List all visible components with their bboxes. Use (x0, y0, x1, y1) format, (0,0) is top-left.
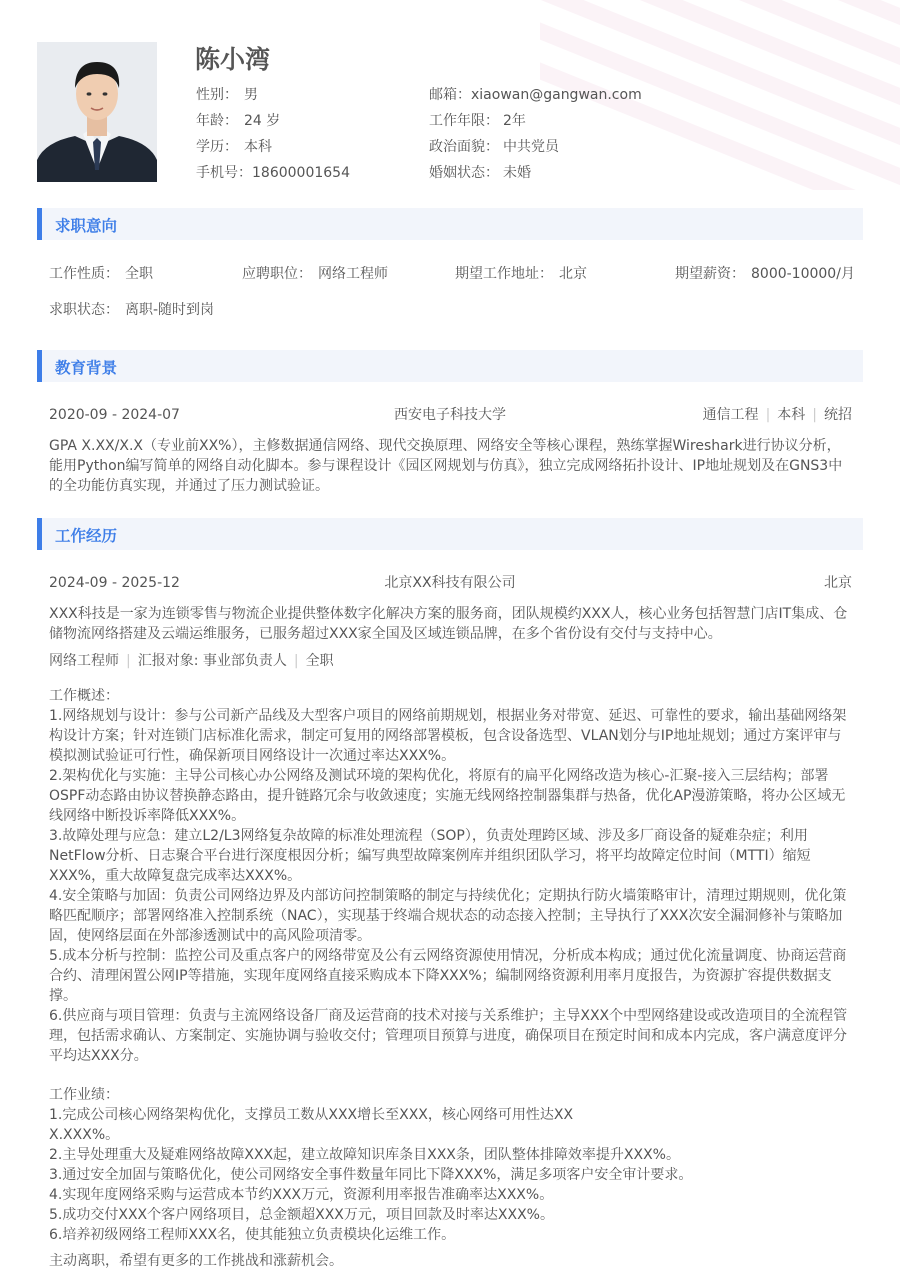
intent-status: 求职状态： 离职-随时到岗 (49, 302, 215, 318)
section-title: 求职意向 (55, 217, 118, 235)
intent-type: 工作性质： 全职 (49, 266, 153, 282)
years-row: 工作年限： 2年 (429, 113, 526, 129)
overview-item: 3.故障处理与应急：建立L2/L3网络复杂故障的标准处理流程（SOP），负责处理跨区域、涉及多厂商设备的疑难杂症；利用NetFlow分析、日志聚合平台进行深度根因分析；编写典型故障案例库并组织团队学习，将平均故障定位时间（MTTI）缩短XXX%，重大故障复盘完成率达XXX%。 (49, 828, 811, 884)
intent-salary: 期望薪资： 8000-10000/月 (675, 266, 855, 282)
section-title: 工作经历 (55, 527, 118, 545)
work-company: 北京XX科技有限公司 (384, 575, 516, 591)
overview-item: 2.架构优化与实施：主导公司核心办公网络及测试环境的架构优化，将原有的扁平化网络改造为核心-汇聚-接入三层结构；部署OSPF动态路由协议替换静态路由，提升链路冗余与收敛速度；实施无线网络控制器集群与热备，优化AP漫游策略，将办公区域无线网络中断投诉率降低XXX%。 (49, 768, 846, 824)
achievement-item: 5.成功交付XXX个客户网络项目，总金额超XXX万元，项目回款及时率达XXX%。 (49, 1207, 554, 1223)
intent-position: 应聘职位： 网络工程师 (242, 266, 388, 282)
work-tags: 网络工程师 | 汇报对象: 事业部负责人 | 全职 (49, 653, 334, 669)
overview-item: 1.网络规划与设计：参与公司新产品线及大型客户项目的网络前期规划，根据业务对带宽、延迟、可靠性的要求，输出基础网络架构设计方案；针对连锁门店标准化需求，制定可复用的网络部署模板，包含设备选型、VLAN划分与IP地址规划；通过方案评审与模拟测试验证可行性，确保新项目网络设计一次通过率达XXX%。 (49, 708, 847, 764)
achievement-item: 4.实现年度网络采购与运营成本节约XXX万元，资源利用率报告准确率达XXX%。 (49, 1187, 554, 1203)
person-photo-icon (37, 42, 157, 182)
leave-reason: 主动离职，希望有更多的工作挑战和涨薪机会。 (49, 1253, 343, 1269)
achievement-item: 3.通过安全加固与策略优化，使公司网络安全事件数量年同比下降XXX%，满足多项客户安全审计要求。 (49, 1167, 693, 1183)
marital-row: 婚姻状态： 未婚 (429, 165, 531, 181)
section-accent-bar (37, 518, 42, 550)
overview-item: 4.安全策略与加固：负责公司网络边界及内部访问控制策略的制定与持续优化；定期执行防火墙策略审计，清理过期规则，优化策略匹配顺序；部署网络准入控制系统（NAC），实现基于终端合规状态的动态接入控制；主导执行了XXX次安全漏洞修补与策略加固，使网络层面在外部渗透测试中的高风险项清零。 (49, 888, 847, 944)
section-accent-bar (37, 208, 42, 240)
education-level-row: 学历： 本科 (196, 139, 272, 155)
achievement-item: 1.完成公司核心网络架构优化，支撑员工数从XXX增长至XXX，核心网络可用性达XX (49, 1107, 574, 1123)
section-header-work (37, 518, 863, 550)
work-achievements (49, 1085, 854, 1245)
work-period: 2024-09 - 2025-12 (49, 575, 180, 591)
intent-location: 期望工作地址： 北京 (455, 266, 587, 282)
achievement-item: 6.培养初级网络工程师XXX名，使其能独立负责模块化运维工作。 (49, 1227, 456, 1243)
work-overview (49, 686, 854, 1066)
education-tags: 通信工程 | 本科 | 统招 (702, 407, 852, 423)
avatar (37, 42, 157, 182)
overview-item: 6.供应商与项目管理：负责与主流网络设备厂商及运营商的技术对接与关系维护；主导XXX个中型网络建设或改造项目的全流程管理，包括需求确认、方案制定、实施协调与验收交付；管理项目预算与进度，确保项目在预定时间和成本内完成，客户满意度评分平均达XXX分。 (49, 1008, 848, 1064)
company-description: XXX科技是一家为连锁零售与物流企业提供整体数字化解决方案的服务商，团队规模约XXX人，核心业务包括智慧门店IT集成、仓储物流网络搭建及云端运维服务，已服务超过XXX家全国及区域连锁品牌，在多个省份设有交付与支持中心。 (49, 606, 848, 642)
overview-title: 工作概述： (49, 688, 119, 704)
section-header-intent (37, 208, 863, 240)
section-accent-bar (37, 350, 42, 382)
overview-item: 5.成本分析与控制：监控公司及重点客户的网络带宽及公有云网络资源使用情况，分析成本构成；通过优化流量调度、协商运营商合约、清理闲置公网IP等措施，实现年度网络直接采购成本下降XXX%；编制网络资源利用率月度报告，为资源扩容提供数据支撑。 (49, 948, 847, 1004)
work-city: 北京 (824, 575, 852, 591)
section-title: 教育背景 (55, 359, 118, 377)
gender-row: 性别： 男 (196, 87, 258, 103)
political-row: 政治面貌： 中共党员 (429, 139, 559, 155)
education-period: 2020-09 - 2024-07 (49, 407, 180, 423)
phone-row: 手机号：18600001654 (196, 165, 350, 181)
education-school: 西安电子科技大学 (394, 407, 506, 423)
education-description: GPA X.XX/X.X（专业前XX%），主修数据通信网络、现代交换原理、网络安全等核心课程，熟练掌握Wireshark进行协议分析，能用Python编写简单的网络自动化脚本。参与课程设计《园区网规划与仿真》，独立完成网络拓扑设计、IP地址规划及在GNS3中的全功能仿真实现，并通过了压力测试验证。 (49, 438, 843, 494)
email-row: 邮箱：xiaowan@gangwan.com (429, 87, 642, 103)
age-row: 年龄： 24 岁 (196, 113, 281, 129)
achievement-item: 2.主导处理重大及疑难网络故障XXX起，建立故障知识库条目XXX条，团队整体排障效率提升XXX%。 (49, 1147, 680, 1163)
candidate-name: 陈小湾 (195, 45, 271, 74)
achievements-title: 工作业绩： (49, 1087, 119, 1103)
section-header-education (37, 350, 863, 382)
achievement-item: X.XXX%。 (49, 1127, 120, 1143)
